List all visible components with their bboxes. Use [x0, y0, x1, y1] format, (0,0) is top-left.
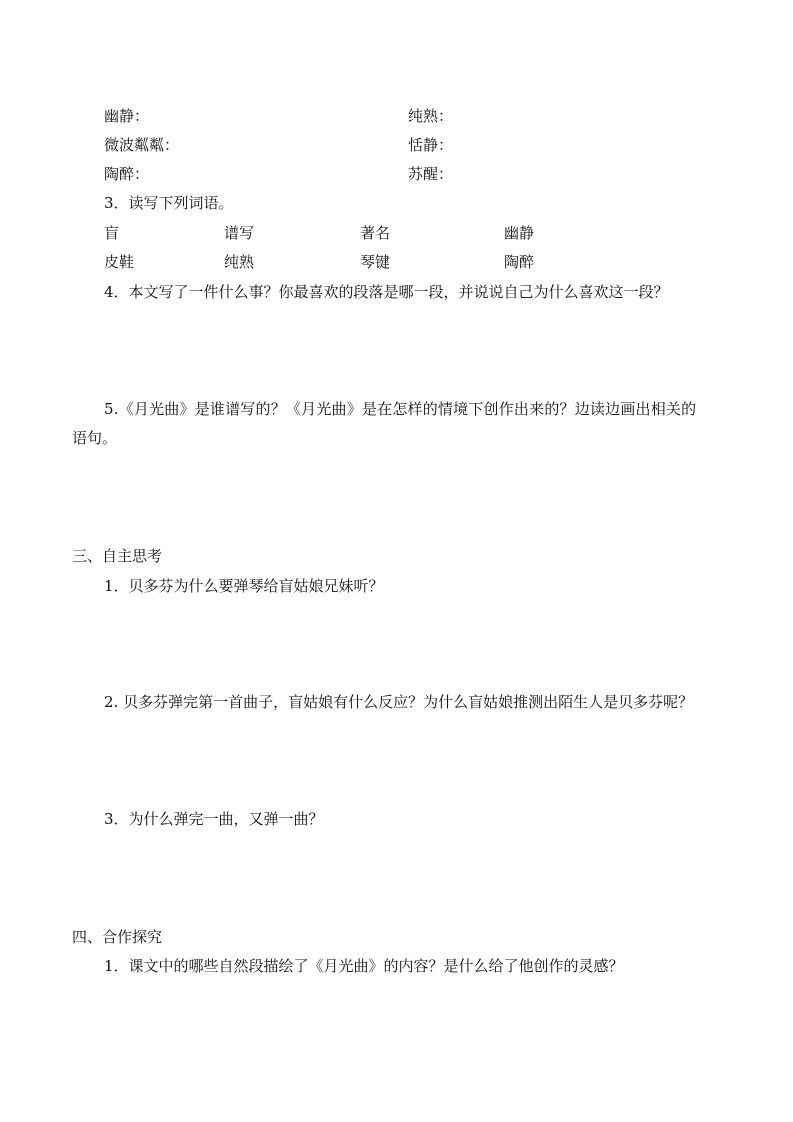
vocab-term: 微波粼粼： — [104, 136, 180, 154]
word-item: 皮鞋 — [104, 253, 135, 271]
section-3-question-2: 2. 贝多芬弹完第一首曲子，盲姑娘有什么反应？为什么盲姑娘推测出陌生人是贝多芬呢？ — [104, 693, 694, 711]
vocab-term: 恬静： — [408, 136, 454, 154]
question-3: 3．读写下列词语。 — [104, 194, 234, 212]
word-item: 幽静 — [504, 224, 535, 242]
section-4-title: 四、合作探究 — [72, 928, 163, 946]
vocab-term: 陶醉： — [104, 165, 150, 183]
question-4: 4．本文写了一件什么事？你最喜欢的段落是哪一段，并说说自己为什么喜欢这一段？ — [104, 283, 669, 301]
word-item: 琴键 — [360, 253, 391, 271]
question-5-line-2: 语句。 — [72, 429, 118, 447]
section-3-title: 三、自主思考 — [72, 547, 163, 565]
word-item: 谱写 — [224, 224, 255, 242]
vocab-term: 幽静： — [104, 107, 150, 125]
section-4-question-1: 1．课文中的哪些自然段描绘了《月光曲》的内容？是什么给了他创作的灵感？ — [104, 957, 624, 975]
word-item: 盲 — [104, 224, 120, 242]
vocab-term: 苏醒： — [408, 165, 454, 183]
question-5-line-1: 5.《月光曲》是谁谱写的？《月光曲》是在怎样的情境下创作出来的？边读边画出相关的 — [104, 400, 697, 418]
word-item: 著名 — [360, 224, 391, 242]
word-item: 陶醉 — [504, 253, 535, 271]
section-3-question-3: 3．为什么弹完一曲，又弹一曲？ — [104, 810, 324, 828]
word-item: 纯熟 — [224, 253, 255, 271]
section-3-question-1: 1．贝多芬为什么要弹琴给盲姑娘兄妹听？ — [104, 577, 384, 595]
vocab-term: 纯熟： — [408, 107, 454, 125]
